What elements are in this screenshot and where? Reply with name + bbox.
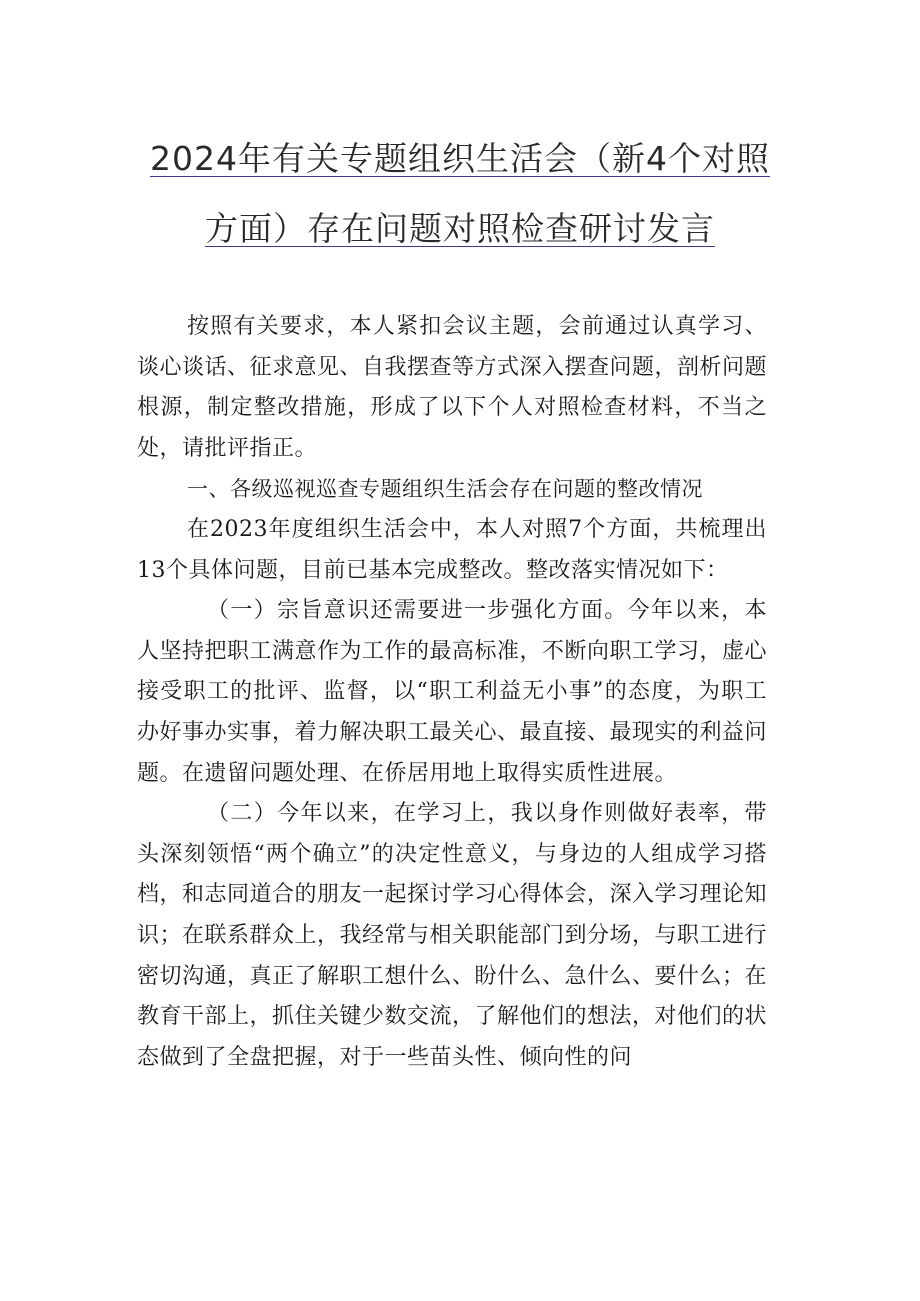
intro-paragraph: 按照有关要求，本人紧扣会议主题，会前通过认真学习、谈心谈话、征求意见、自我摆查等方式深入摆查问题，剖析问题根源，制定整改措施，形成了以下个人对照检查材料，不当之处，请批评指正。 (137, 314, 768, 461)
section-1-intro-paragraph: 在2023年度组织生活会中，本人对照7个方面，共梳理出13个具体问题，目前已基本完成整改。整改落实情况如下： (137, 516, 767, 583)
title-text-2: 方面）存在问题对照检查研讨发言 (205, 209, 715, 248)
item-2-paragraph: （二）今年以来，在学习上，我以身作则做好表率，带头深刻领悟“两个确立”的决定性意义，与身边的人组成学习搭档，和志同道合的朋友一起探讨学习心得体会，深入学习理论知识；在联系群众上，我经常与相关职能部门到分场，与职工进行密切沟通，真正了解职工想什么、盼什么、急什么、要什么；在教育干部上，抓住关键少数交流，了解他们的想法，对他们的状态做到了全盘把握，对于一些苗头性、倾向性的问 (137, 801, 768, 1070)
document-title-line-2 (140, 207, 780, 251)
document-title-line-1 (140, 137, 780, 181)
document-body (137, 307, 767, 1078)
item-1-paragraph: （一）宗旨意识还需要进一步强化方面。今年以来，本人坚持把职工满意作为工作的最高标准，不断向职工学习，虚心接受职工的批评、监督，以“职工利益无小事”的态度，为职工办好事办实事，着力解决职工最关心、最直接、最现实的利益问题。在遗留问题处理、在侨居用地上取得实质性进展。 (137, 598, 768, 786)
title-text-1: 2024年有关专题组织生活会（新4个对照 (150, 139, 770, 178)
section-1-heading: 一、各级巡视巡查专题组织生活会存在问题的整改情况 (187, 477, 703, 502)
